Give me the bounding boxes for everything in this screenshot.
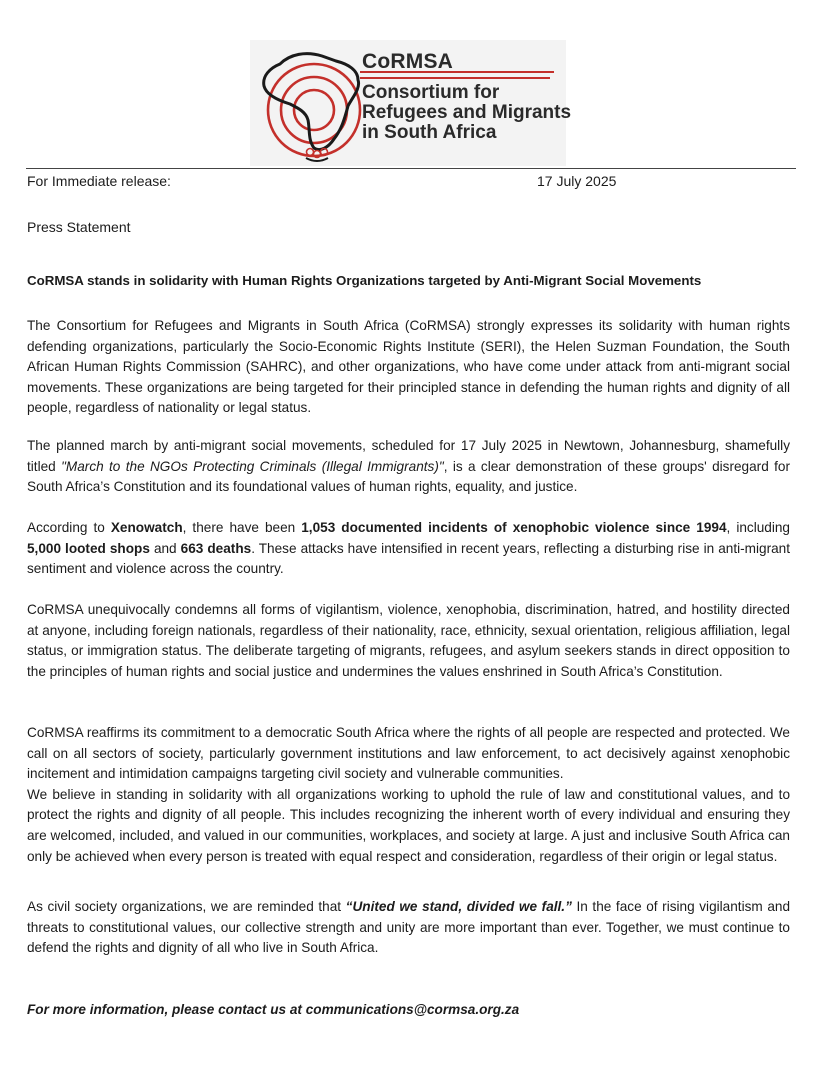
xenowatch-source: Xenowatch	[110, 520, 183, 535]
header-rule	[26, 168, 796, 169]
incidents-stat: 1,053 documented incidents of xenophobic violence since 1994	[301, 520, 727, 535]
paragraph-3-text	[27, 518, 790, 580]
paragraph-2-part-a: The planned march by anti-migrant social movements, scheduled for 17 July 2025 in Newtown, Johannesburg, shamefully titled	[27, 438, 790, 474]
paragraph-4-text: CoRMSA unequivocally condemns all forms of vigilantism, violence, xenophobia, discrimination, hatred, and hostility directed at anyone, including foreign nationals, regardless of their nationality, race, ethnicity, sexual orientation, religious affiliation, legal status, or immigration status. The deliberate targeting of migrants, refugees, and asylum seekers stands in direct opposition to the principles of human rights and social justice and undermines the values enshrined in South Africa’s Constitution.	[27, 602, 790, 679]
paragraph-7-part-b: In the face of rising vigilantism and threats to constitutional values, our collective strength and unity are more important than ever. Together, we must continue to defend the rights and dignity of all who live in South Africa.	[27, 899, 791, 956]
brand-full-name	[362, 83, 571, 143]
paragraph-2-text	[27, 436, 790, 498]
brand-divider	[360, 77, 550, 79]
headline: CoRMSA stands in solidarity with Human Rights Organizations targeted by Anti-Migrant Social Movements	[27, 273, 702, 288]
release-date: 17 July 2025	[537, 173, 617, 189]
paragraph-3	[27, 518, 790, 580]
paragraph-3-part-c: , including	[726, 520, 790, 535]
looted-shops-stat: 5,000 looted shops	[27, 540, 150, 556]
letterhead	[0, 0, 822, 168]
paragraph-3-part-a: According to	[27, 520, 111, 535]
paragraph-2	[27, 436, 790, 498]
paragraph-7-text	[27, 897, 790, 959]
march-title-quote: "March to the NGOs Protecting Criminals (Illegal Immigrants)"	[61, 458, 444, 474]
paragraph-5-text: CoRMSA reaffirms its commitment to a democratic South Africa where the rights of all people are respected and protected. We call on all sectors of society, particularly government institutions and law enforcement, to act decisively against xenophobic incitement and intimidation campaigns targeting civil society and vulnerable communities.	[27, 725, 790, 782]
paragraph-5	[27, 723, 790, 867]
brand-full-name-line1: Consortium for	[362, 82, 500, 103]
brand-short-name: CoRMSA	[362, 50, 454, 73]
unity-quote: “United we stand, divided we fall.”	[345, 899, 572, 914]
brand-block	[362, 50, 571, 143]
paragraph-3-part-e: . These attacks have intensified in recent years, reflecting a disturbing rise in anti-migrant sentiment and violence across the country.	[27, 540, 790, 577]
paragraph-4	[27, 600, 790, 682]
brand-full-name-line3: in South Africa	[362, 122, 497, 143]
paragraph-2-part-b: , is a clear demonstration of these groups' disregard for South Africa’s Constitution and its foundational values of human rights, equality, and justice.	[27, 458, 790, 495]
paragraph-7	[27, 897, 790, 959]
paragraph-3-part-b: , there have been	[182, 520, 302, 535]
release-label: For Immediate release:	[27, 173, 171, 189]
contact-info: For more information, please contact us at communications@cormsa.org.za	[27, 1002, 520, 1017]
brand-full-name-line2: Refugees and Migrants	[362, 102, 572, 123]
paragraph-6-text: We believe in standing in solidarity with all organizations working to uphold the rule of law and constitutional values, and to protect the rights and dignity of all people. This includes recognizing the inherent worth of every individual and ensuring they are welcomed, included, and valued in our communities, workplaces, and society at large. A just and inclusive South Africa can only be achieved when every person is treated with equal respect and consideration, regardless of their origin or legal status.	[27, 786, 790, 864]
paragraph-7-part-a: As civil society organizations, we are reminded that	[27, 899, 346, 914]
paragraph-1	[27, 316, 790, 419]
document-type: Press Statement	[27, 219, 131, 235]
paragraph-3-part-d: and	[149, 540, 181, 556]
paragraph-1-text: The Consortium for Refugees and Migrants in South Africa (CoRMSA) strongly expresses its solidarity with human rights defending organizations, particularly the Socio-Economic Rights Institute (SERI), the Helen Suzman Foundation, the South African Human Rights Commission (SAHRC), and other organizations, who have come under attack from anti-migrant social movements. These organizations are being targeted for their principled stance in defending the human rights and dignity of all people, regardless of nationality or legal status.	[27, 318, 790, 416]
deaths-stat: 663 deaths	[180, 540, 252, 556]
